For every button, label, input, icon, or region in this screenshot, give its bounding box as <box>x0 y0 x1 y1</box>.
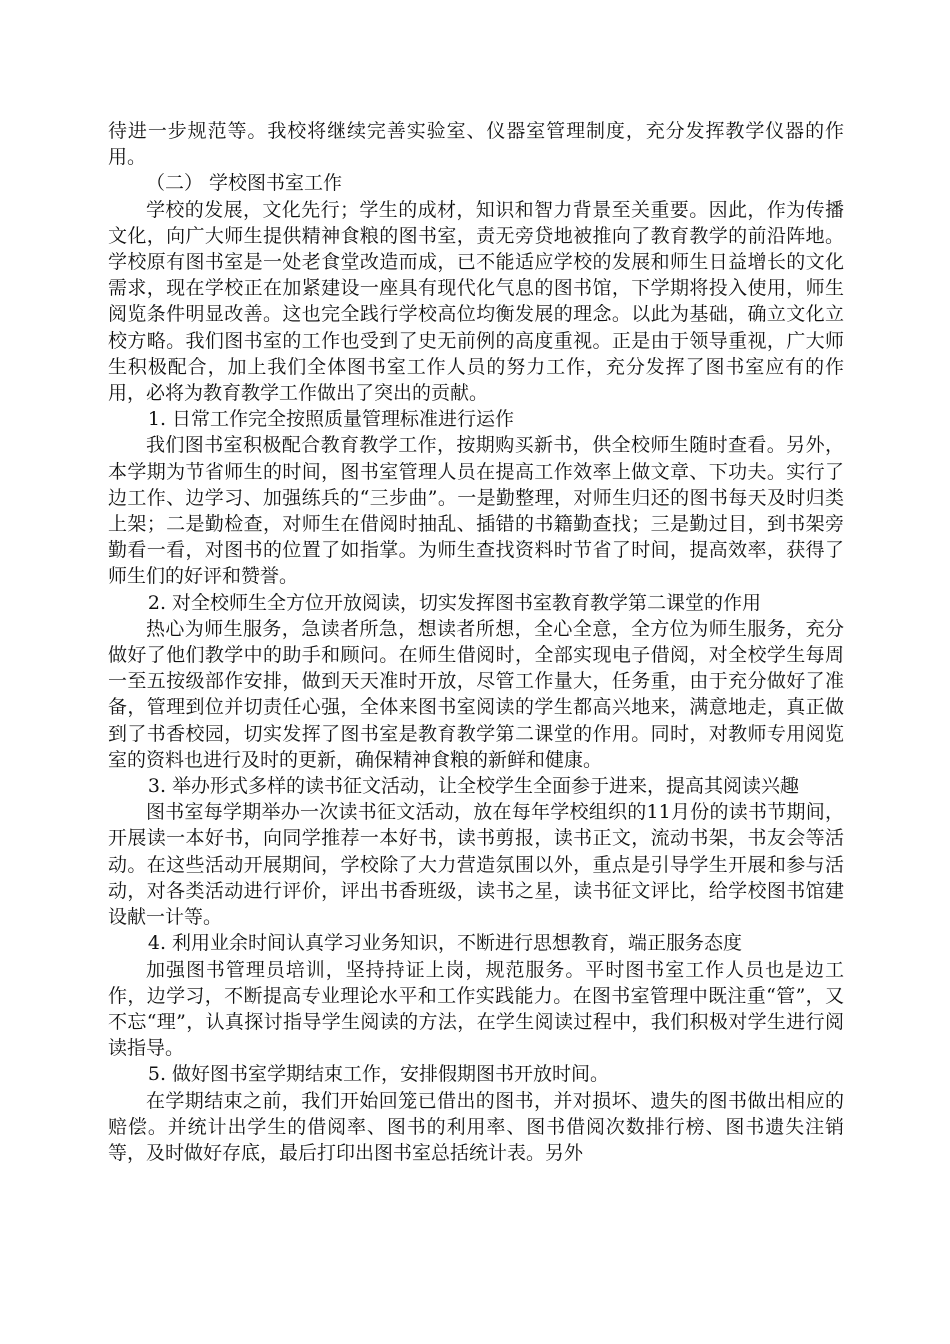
paragraph-reading-activities: 图书室每学期举办一次读书征文活动，放在每年学校组织的11月份的读书节期间，开展读一本好书，向同学推荐一本好书，读书剪报，读书正文，流动书架，书友会等活动。在这些活动开展期间，学校除了大力营造氛围以外，重点是引导学生开展和参与活动，对各类活动进行评价，评出书香班级，读书之星，读书征文评比，给学校图书馆建设献一计等。 <box>108 801 844 929</box>
paragraph-term-end: 在学期结束之前，我们开始回笼已借出的图书，并对损坏、遗失的图书做出相应的赔偿。并统计出学生的借阅率、图书的利用率、图书借阅次数排行榜、图书遗失注销等，及时做好存底，最后打印出图书室总括统计表。另外 <box>108 1089 844 1164</box>
paragraph-continued: 待进一步规范等。我校将继续完善实验室、仪器室管理制度，充分发挥教学仪器的作用。 <box>108 120 844 169</box>
section-heading-library: （二） 学校图书室工作 <box>146 172 343 195</box>
paragraph-library-intro: 学校的发展，文化先行；学生的成材，知识和智力背景至关重要。因此，作为传播文化，向广大师生提供精神食粮的图书室，责无旁贷地被推向了教育教学的前沿阵地。学校原有图书室是一处老食堂改造而成，已不能适应学校的发展和师生日益增长的文化需求，现在学校正在加紧建设一座具有现代化气息的图书馆，下学期将投入使用，师生阅览条件明显改善。这也完全践行学校高位均衡发展的理念。以此为基础，确立文化立校方略。我们图书室的工作也受到了史无前例的高度重视。正是由于领导重视，广大师生积极配合，加上我们全体图书室工作人员的努力工作，充分发挥了图书室应有的作用，必将为教育教学工作做出了突出的贡献。 <box>108 198 844 405</box>
sub-heading-4: 4. 利用业余时间认真学习业务知识，不断进行思想教育，端正服务态度 <box>147 932 743 955</box>
sub-heading-5: 5. 做好图书室学期结束工作，安排假期图书开放时间。 <box>147 1063 610 1086</box>
sub-heading-1: 1. 日常工作完全按照质量管理标准进行运作 <box>147 408 515 431</box>
paragraph-daily-work: 我们图书室积极配合教育教学工作，按期购买新书，供全校师生随时查看。另外，本学期为节省师生的时间，图书室管理人员在提高工作效率上做文章、下功夫。实行了边工作、边学习、加强练兵的“三步曲”。一是勤整理，对师生归还的图书每天及时归类上架；二是勤检查，对师生在借阅时抽乱、插错的书籍勤查找；三是勤过目，到书架旁勤看一看，对图书的位置了如指掌。为师生查找资料时节省了时间，提高效率，获得了师生们的好评和赞誉。 <box>108 434 844 588</box>
paragraph-staff-training: 加强图书管理员培训，坚持持证上岗，规范服务。平时图书室工作人员也是边工作，边学习，不断提高专业理论水平和工作实践能力。在图书室管理中既注重“管”，又不忘“理”，认真探讨指导学生阅读的方法，在学生阅读过程中，我们积极对学生进行阅读指导。 <box>108 958 844 1060</box>
sub-heading-2: 2. 对全校师生全方位开放阅读，切实发挥图书室教育教学第二课堂的作用 <box>147 591 762 614</box>
paragraph-open-reading: 热心为师生服务，急读者所急，想读者所想，全心全意，全方位为师生服务，充分做好了他们教学中的助手和顾问。在师生借阅时，全部实现电子借阅，对全校学生每周一至五按级部作安排，做到天天准时开放，尽管工作量大，任务重，由于充分做好了准备，管理到位并切责任心强，全体来图书室阅读的学生都高兴地来，满意地走，真正做到了书香校园，切实发挥了图书室是教育教学第二课堂的作用。同时，对教师专用阅览室的资料也进行及时的更新，确保精神食粮的新鲜和健康。 <box>108 617 844 771</box>
sub-heading-3: 3. 举办形式多样的读书征文活动，让全校学生全面参于进来，提高其阅读兴趣 <box>147 775 800 798</box>
document-page <box>108 118 844 1166</box>
